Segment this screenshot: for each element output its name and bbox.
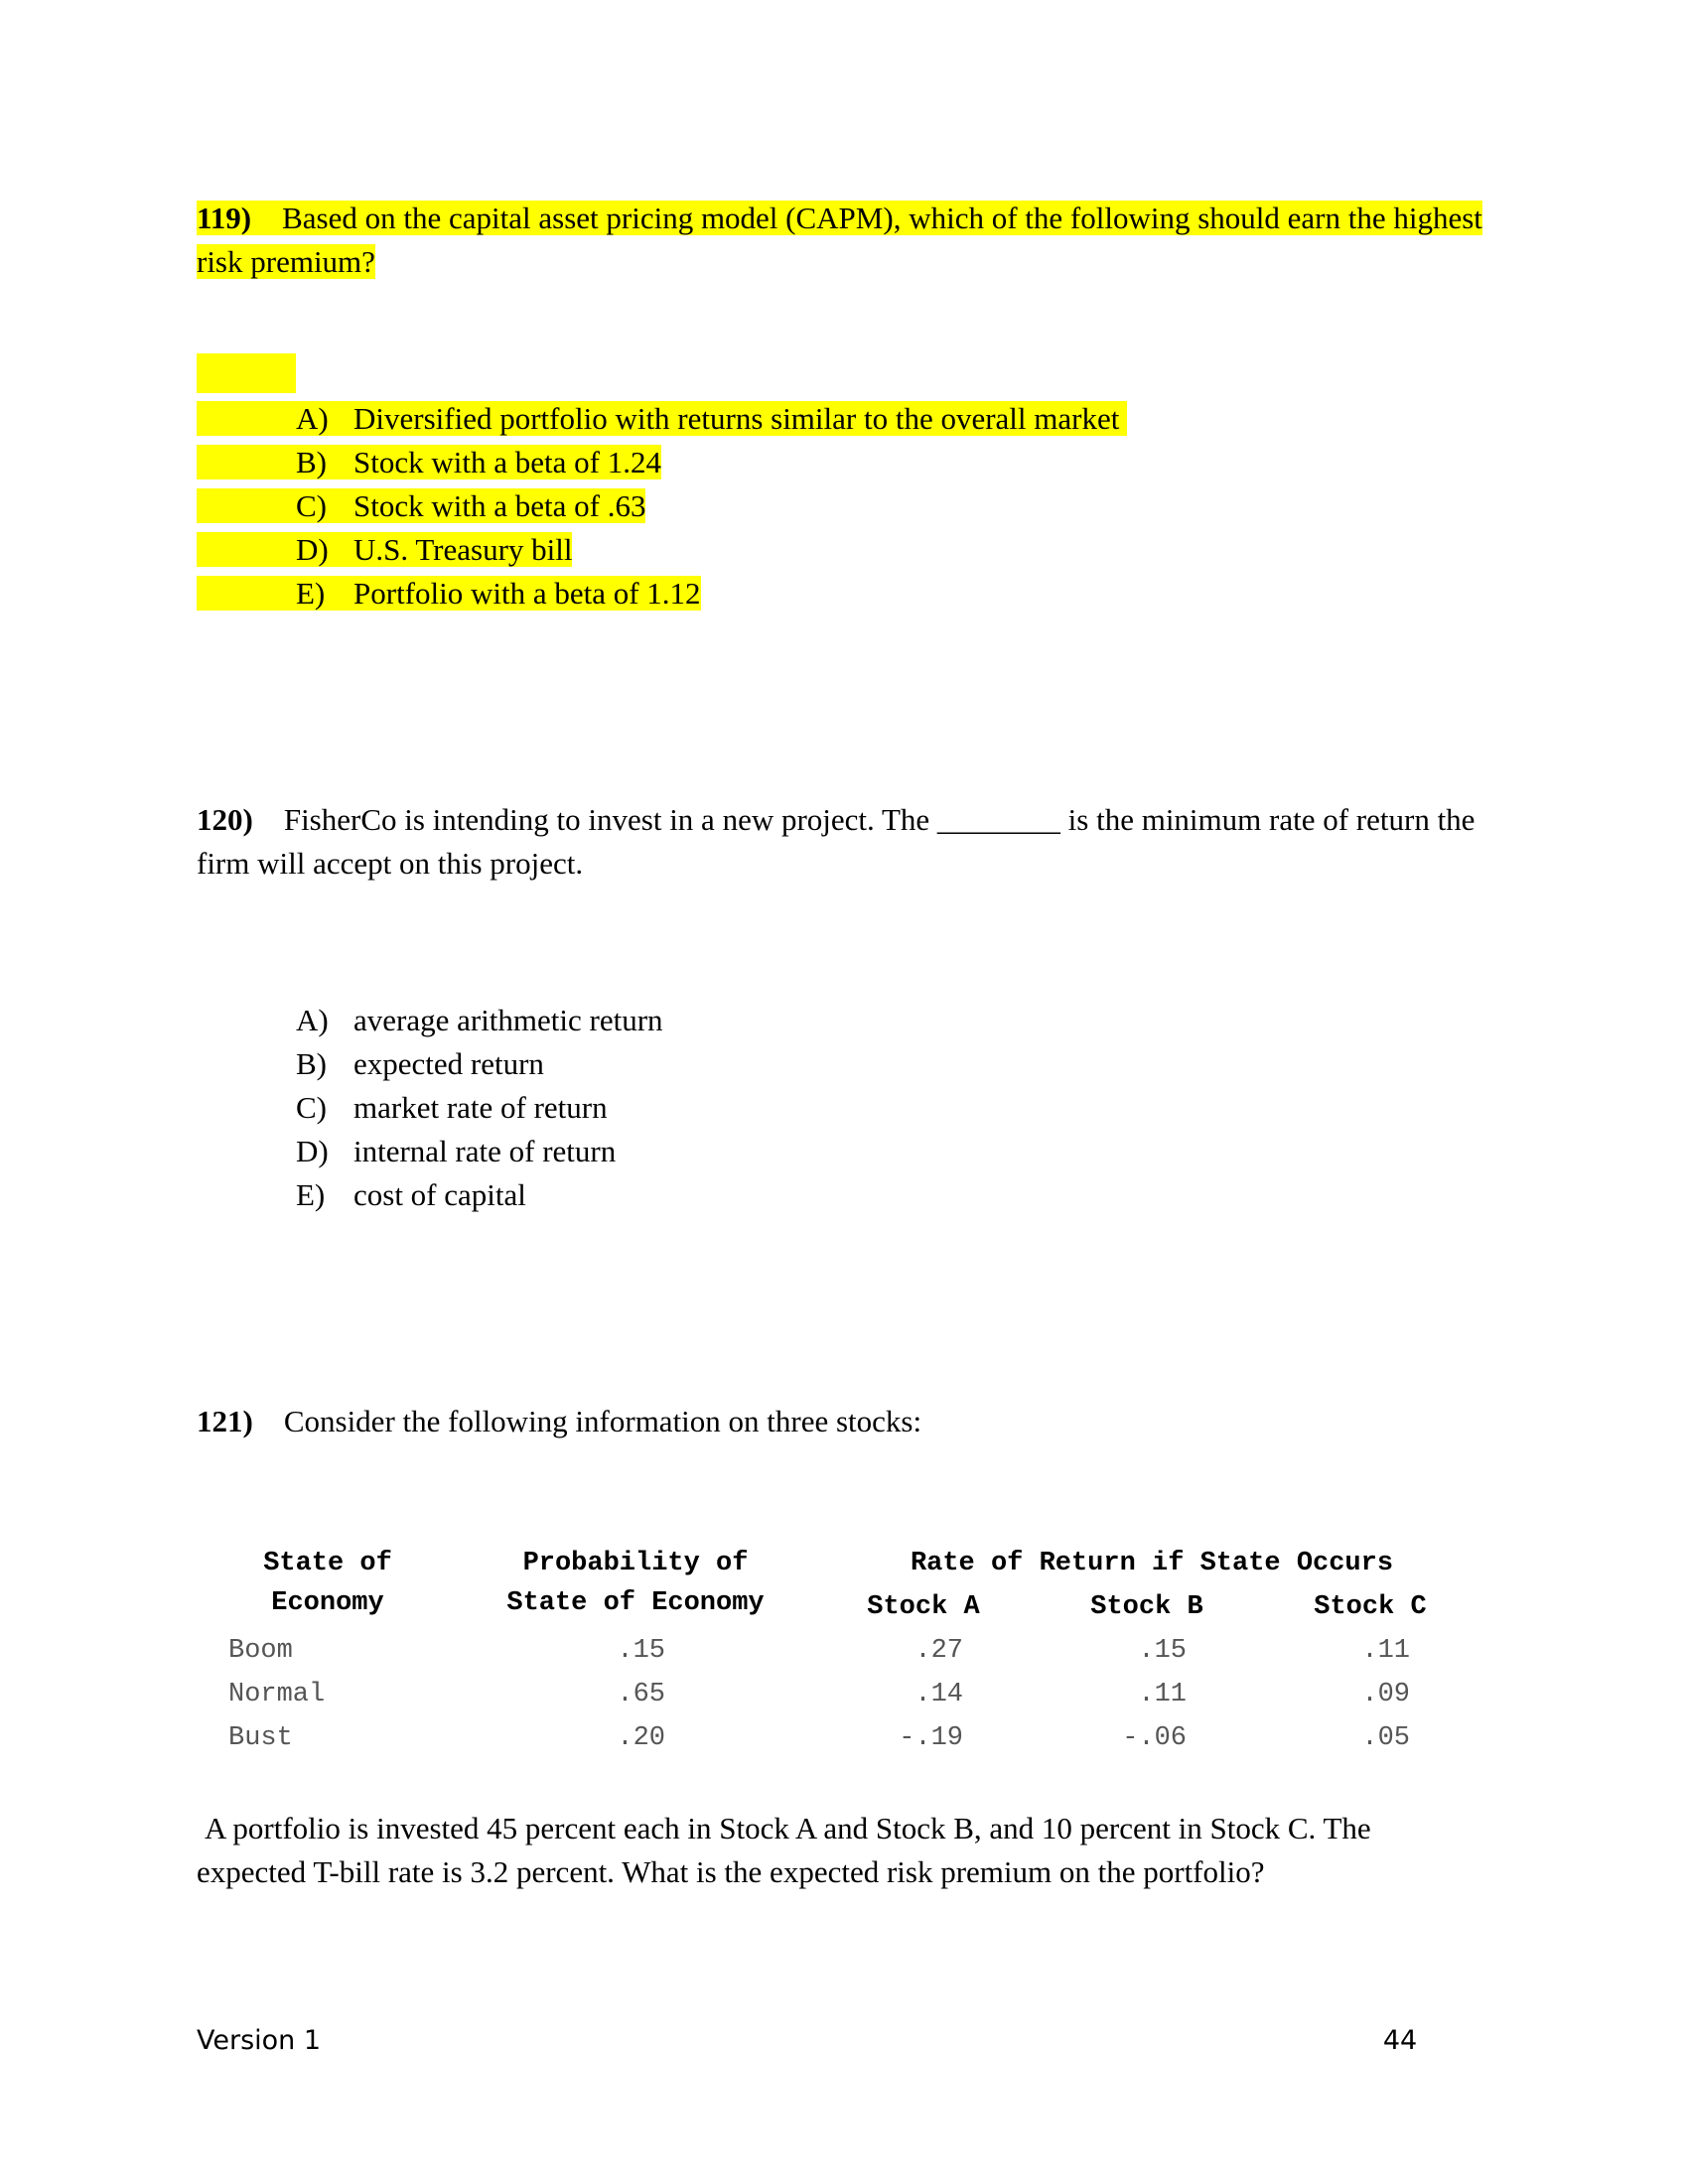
option-letter: A)	[296, 401, 329, 436]
question-number: 119)	[197, 201, 252, 235]
question-121	[197, 1400, 1487, 1443]
cell-stock-a: .14	[914, 1680, 963, 1709]
cell-stock-b: -.06	[1122, 1723, 1187, 1753]
option-letter: B)	[296, 445, 327, 479]
option-text: Stock with a beta of 1.24	[353, 445, 661, 479]
footer-version: Version 1	[197, 2025, 322, 2056]
option-c[interactable]	[296, 1086, 663, 1130]
option-letter: E)	[296, 576, 326, 611]
option-letter: B)	[296, 1046, 327, 1081]
option-letter: D)	[296, 1134, 329, 1168]
header-rate-group: Rate of Return if State Occurs	[910, 1549, 1394, 1578]
question-text: Based on the capital asset pricing model (CAPM), which of the following should earn the highest risk premium?	[197, 201, 1482, 279]
option-letter: D)	[296, 532, 329, 567]
option-d[interactable]	[197, 528, 1127, 572]
header-prob-line2: State of Economy	[506, 1588, 765, 1618]
question-number: 121)	[197, 1404, 253, 1438]
page-number: 44	[1382, 2025, 1418, 2056]
question-text: Consider the following information on three stocks:	[283, 1404, 922, 1438]
cell-prob: .20	[617, 1723, 665, 1753]
cell-stock-c: .09	[1361, 1680, 1410, 1709]
option-a[interactable]	[296, 999, 663, 1042]
option-b[interactable]	[197, 441, 1127, 484]
option-text: cost of capital	[353, 1177, 526, 1212]
option-letter: A)	[296, 1003, 329, 1037]
cell-prob: .65	[617, 1680, 665, 1709]
options-120	[296, 999, 663, 1217]
cell-prob: .15	[617, 1636, 665, 1666]
header-state-line2: Economy	[271, 1588, 384, 1618]
option-text: internal rate of return	[353, 1134, 617, 1168]
option-e[interactable]	[296, 1173, 663, 1217]
option-d[interactable]	[296, 1130, 663, 1173]
option-text: Diversified portfolio with returns similar to the overall market	[353, 401, 1120, 436]
cell-stock-a: -.19	[899, 1723, 963, 1753]
question-121-follow-up: A portfolio is invested 45 percent each in Stock A and Stock B, and 10 percent in Stock C. The expected T-bill rate is 3.2 percent. What is the expected risk premium on the portfolio?	[197, 1811, 1371, 1889]
option-c[interactable]	[197, 484, 1127, 528]
cell-state: Normal	[228, 1680, 326, 1709]
option-letter: C)	[296, 488, 327, 523]
option-text: Portfolio with a beta of 1.12	[353, 576, 701, 611]
question-119	[197, 197, 1487, 284]
header-stock-a: Stock A	[867, 1592, 980, 1622]
option-text: average arithmetic return	[353, 1003, 663, 1037]
option-b[interactable]	[296, 1042, 663, 1086]
cell-stock-c: .05	[1361, 1723, 1410, 1753]
highlight-block	[197, 353, 296, 393]
cell-stock-a: .27	[914, 1636, 963, 1666]
option-a[interactable]	[197, 397, 1127, 441]
question-text: FisherCo is intending to invest in a new project. The ________ is the minimum rate of return the firm will accept on this project.	[197, 802, 1476, 881]
question-120	[197, 798, 1487, 886]
header-state-line1: State of	[263, 1549, 392, 1578]
header-stock-c: Stock C	[1314, 1592, 1427, 1622]
options-119	[197, 397, 1127, 615]
option-letter: E)	[296, 1177, 326, 1212]
option-text: market rate of return	[353, 1090, 608, 1125]
option-text: U.S. Treasury bill	[353, 532, 573, 567]
header-prob-line1: Probability of	[522, 1549, 749, 1578]
option-e[interactable]	[197, 572, 1127, 615]
option-text: expected return	[353, 1046, 544, 1081]
cell-stock-b: .15	[1138, 1636, 1187, 1666]
question-number: 120)	[197, 802, 253, 837]
option-letter: C)	[296, 1090, 327, 1125]
header-stock-b: Stock B	[1090, 1592, 1203, 1622]
cell-stock-c: .11	[1361, 1636, 1410, 1666]
option-text: Stock with a beta of .63	[353, 488, 646, 523]
cell-state: Boom	[228, 1636, 293, 1666]
question-119-highlight	[197, 201, 1482, 279]
cell-state: Bust	[228, 1723, 293, 1753]
cell-stock-b: .11	[1138, 1680, 1187, 1709]
